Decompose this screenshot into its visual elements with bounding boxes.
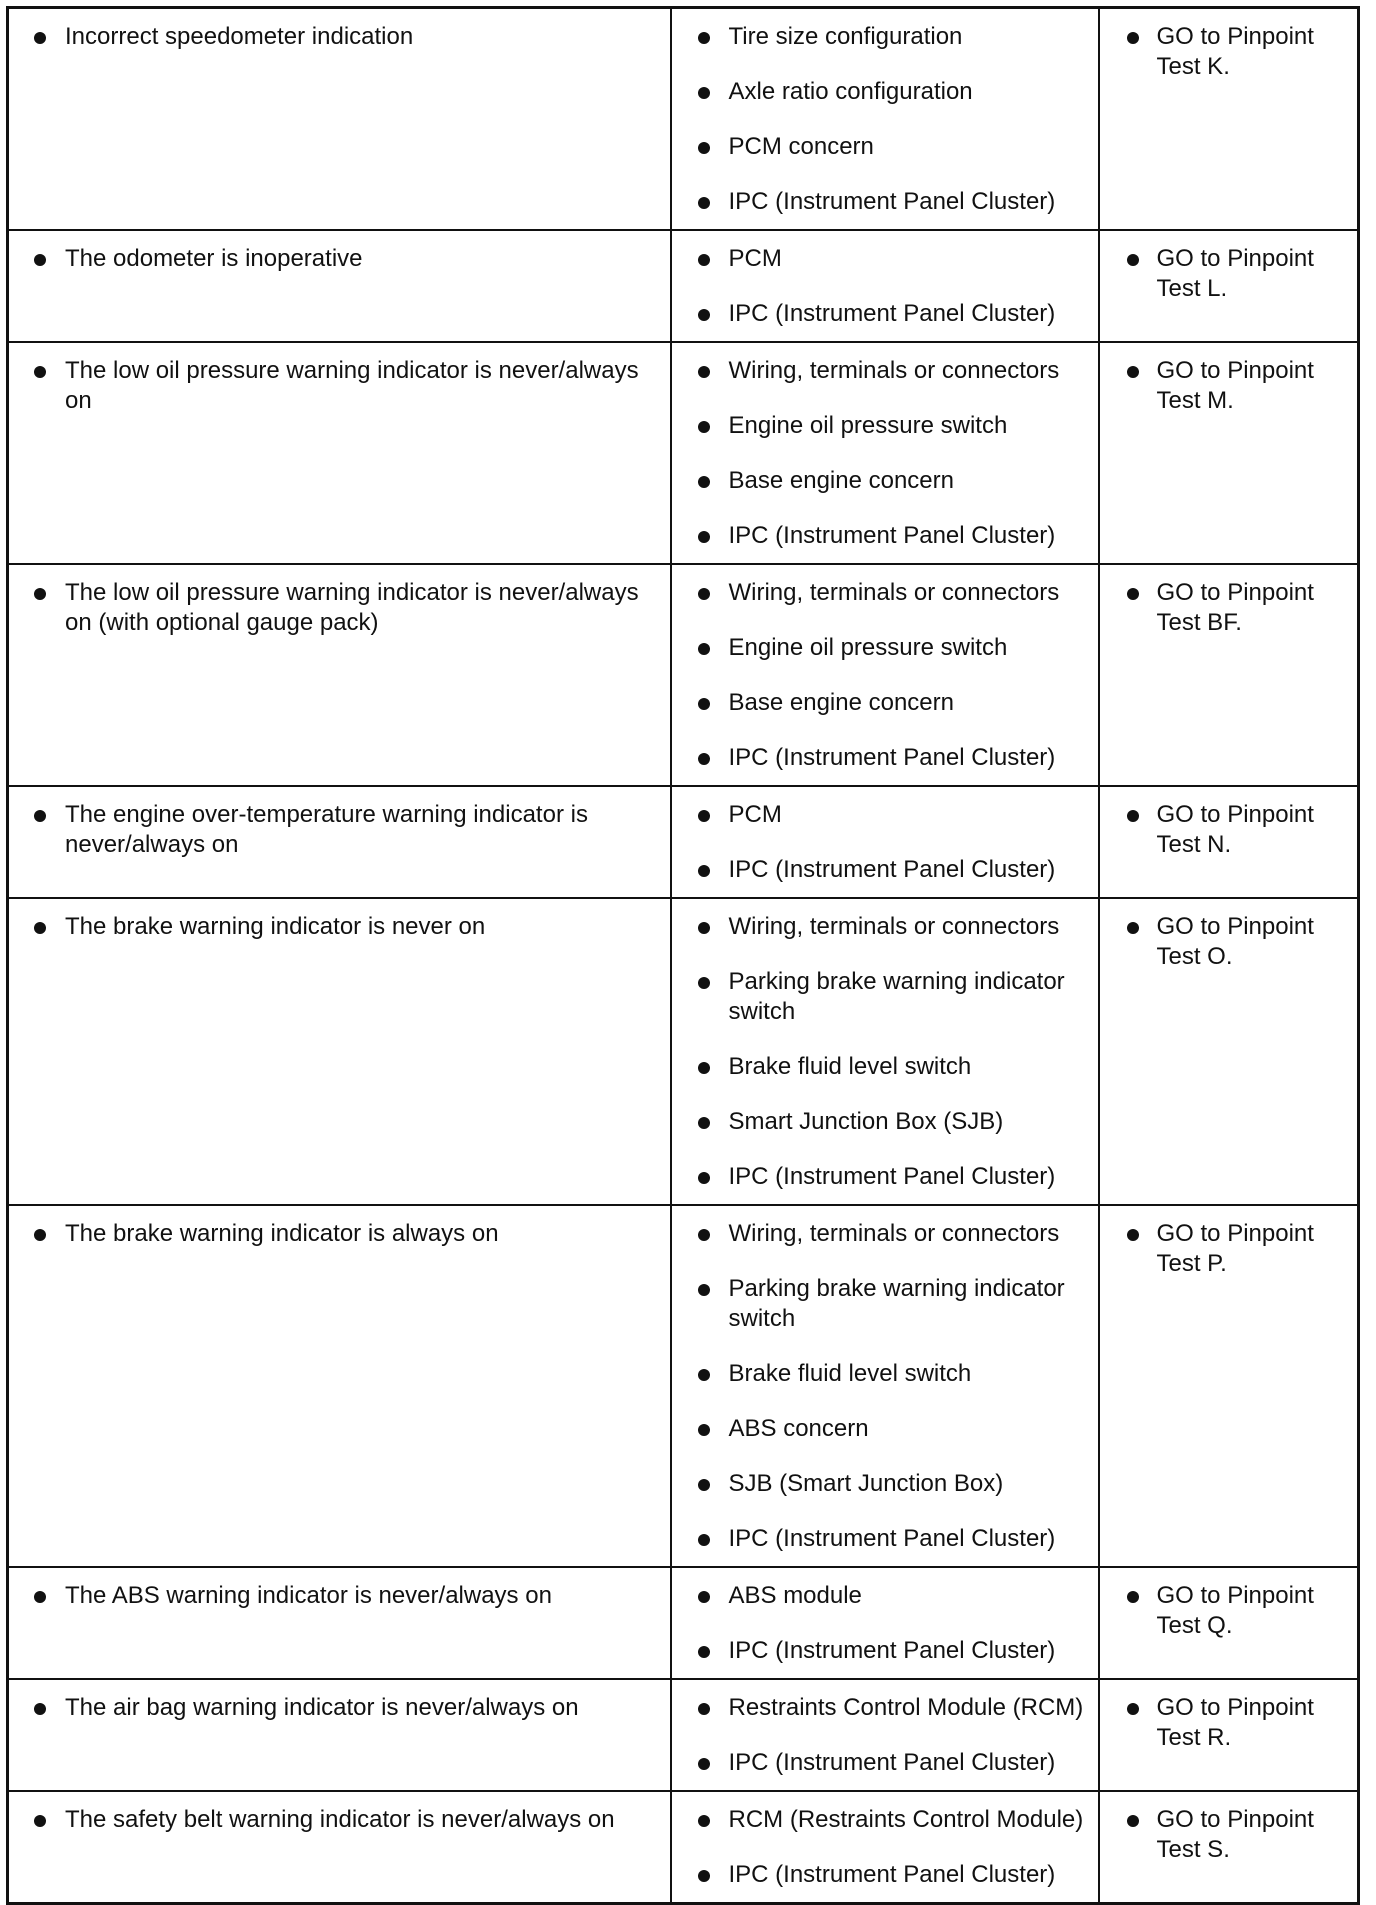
condition-text: The engine over-temperature warning indicator is never/always on: [9, 800, 670, 860]
possible-source-item: Parking brake warning indicator switch: [672, 1274, 1098, 1334]
possible-source-item: Brake fluid level switch: [672, 1052, 1098, 1082]
possible-source-item: IPC (Instrument Panel Cluster): [672, 187, 1098, 217]
condition-text: The brake warning indicator is never on: [9, 912, 670, 942]
possible-source-item: Parking brake warning indicator switch: [672, 967, 1098, 1027]
possible-source-cell: [671, 786, 1099, 898]
possible-source-cell-list: [672, 578, 1098, 773]
possible-source-cell: [671, 1679, 1099, 1791]
condition-cell-list: [9, 244, 670, 274]
condition-text: The air bag warning indicator is never/always on: [9, 1693, 670, 1723]
possible-source-item: Tire size configuration: [672, 22, 1098, 52]
condition-cell-list: [9, 22, 670, 52]
condition-cell: [8, 1679, 671, 1791]
table-row: [8, 564, 1359, 786]
condition-cell: [8, 1791, 671, 1904]
possible-source-cell-list: [672, 1805, 1098, 1890]
possible-source-cell: [671, 342, 1099, 564]
possible-source-cell: [671, 898, 1099, 1205]
action-text: GO to Pinpoint Test O.: [1100, 912, 1358, 972]
possible-source-cell: [671, 230, 1099, 342]
possible-source-item: Base engine concern: [672, 688, 1098, 718]
possible-source-item: PCM: [672, 800, 1098, 830]
action-cell-list: [1100, 1805, 1358, 1865]
condition-text: The ABS warning indicator is never/always on: [9, 1581, 670, 1611]
possible-source-cell: [671, 1791, 1099, 1904]
action-cell: [1099, 786, 1359, 898]
possible-source-item: PCM: [672, 244, 1098, 274]
possible-source-cell: [671, 8, 1099, 231]
condition-cell-list: [9, 1693, 670, 1723]
condition-text: The odometer is inoperative: [9, 244, 670, 274]
action-cell: [1099, 342, 1359, 564]
condition-cell: [8, 564, 671, 786]
table-row: [8, 898, 1359, 1205]
possible-source-item: Engine oil pressure switch: [672, 633, 1098, 663]
condition-cell-list: [9, 1805, 670, 1835]
condition-text: The safety belt warning indicator is never/always on: [9, 1805, 670, 1835]
condition-text: Incorrect speedometer indication: [9, 22, 670, 52]
action-text: GO to Pinpoint Test P.: [1100, 1219, 1358, 1279]
possible-source-cell: [671, 564, 1099, 786]
condition-text: The brake warning indicator is always on: [9, 1219, 670, 1249]
condition-cell: [8, 8, 671, 231]
possible-source-cell-list: [672, 800, 1098, 885]
action-cell: [1099, 1791, 1359, 1904]
table-row: [8, 1791, 1359, 1904]
possible-source-item: Wiring, terminals or connectors: [672, 1219, 1098, 1249]
action-text: GO to Pinpoint Test K.: [1100, 22, 1358, 82]
possible-source-item: Brake fluid level switch: [672, 1359, 1098, 1389]
possible-source-cell-list: [672, 1581, 1098, 1666]
possible-source-item: IPC (Instrument Panel Cluster): [672, 1524, 1098, 1554]
possible-source-cell: [671, 1205, 1099, 1567]
action-cell: [1099, 1567, 1359, 1679]
possible-source-cell-list: [672, 356, 1098, 551]
possible-source-item: IPC (Instrument Panel Cluster): [672, 1162, 1098, 1192]
action-text: GO to Pinpoint Test R.: [1100, 1693, 1358, 1753]
condition-cell-list: [9, 356, 670, 416]
possible-source-item: Engine oil pressure switch: [672, 411, 1098, 441]
action-cell: [1099, 1679, 1359, 1791]
action-cell-list: [1100, 356, 1358, 416]
action-cell: [1099, 898, 1359, 1205]
possible-source-item: Restraints Control Module (RCM): [672, 1693, 1098, 1723]
condition-cell-list: [9, 912, 670, 942]
possible-source-cell-list: [672, 1219, 1098, 1554]
possible-source-item: IPC (Instrument Panel Cluster): [672, 1860, 1098, 1890]
condition-text: The low oil pressure warning indicator is never/always on: [9, 356, 670, 416]
table-row: [8, 342, 1359, 564]
possible-source-item: Wiring, terminals or connectors: [672, 578, 1098, 608]
table-row: [8, 8, 1359, 231]
condition-cell-list: [9, 578, 670, 638]
condition-cell: [8, 230, 671, 342]
table-row: [8, 786, 1359, 898]
action-cell-list: [1100, 912, 1358, 972]
condition-cell: [8, 1567, 671, 1679]
condition-cell: [8, 786, 671, 898]
possible-source-item: ABS concern: [672, 1414, 1098, 1444]
condition-cell: [8, 342, 671, 564]
condition-cell: [8, 1205, 671, 1567]
possible-source-cell-list: [672, 22, 1098, 217]
possible-source-item: IPC (Instrument Panel Cluster): [672, 855, 1098, 885]
action-cell: [1099, 564, 1359, 786]
action-text: GO to Pinpoint Test S.: [1100, 1805, 1358, 1865]
action-text: GO to Pinpoint Test BF.: [1100, 578, 1358, 638]
table-row: [8, 1205, 1359, 1567]
table-row: [8, 230, 1359, 342]
possible-source-item: Axle ratio configuration: [672, 77, 1098, 107]
possible-source-cell-list: [672, 912, 1098, 1192]
action-cell-list: [1100, 800, 1358, 860]
possible-source-cell-list: [672, 1693, 1098, 1778]
possible-source-cell-list: [672, 244, 1098, 329]
condition-cell: [8, 898, 671, 1205]
possible-source-item: IPC (Instrument Panel Cluster): [672, 521, 1098, 551]
possible-source-item: IPC (Instrument Panel Cluster): [672, 1748, 1098, 1778]
action-cell-list: [1100, 578, 1358, 638]
possible-source-item: PCM concern: [672, 132, 1098, 162]
condition-cell-list: [9, 1581, 670, 1611]
condition-cell-list: [9, 1219, 670, 1249]
action-cell: [1099, 230, 1359, 342]
action-text: GO to Pinpoint Test Q.: [1100, 1581, 1358, 1641]
symptom-chart-body: [8, 8, 1359, 1904]
symptom-chart-table: [6, 6, 1360, 1905]
possible-source-item: Smart Junction Box (SJB): [672, 1107, 1098, 1137]
condition-cell-list: [9, 800, 670, 860]
action-cell-list: [1100, 1581, 1358, 1641]
possible-source-item: Wiring, terminals or connectors: [672, 912, 1098, 942]
table-row: [8, 1679, 1359, 1791]
action-cell-list: [1100, 244, 1358, 304]
possible-source-item: IPC (Instrument Panel Cluster): [672, 743, 1098, 773]
action-cell-list: [1100, 1693, 1358, 1753]
possible-source-item: IPC (Instrument Panel Cluster): [672, 299, 1098, 329]
action-cell: [1099, 8, 1359, 231]
possible-source-item: Base engine concern: [672, 466, 1098, 496]
table-row: [8, 1567, 1359, 1679]
possible-source-item: RCM (Restraints Control Module): [672, 1805, 1098, 1835]
action-text: GO to Pinpoint Test N.: [1100, 800, 1358, 860]
condition-text: The low oil pressure warning indicator is never/always on (with optional gauge pack): [9, 578, 670, 638]
possible-source-item: IPC (Instrument Panel Cluster): [672, 1636, 1098, 1666]
action-text: GO to Pinpoint Test L.: [1100, 244, 1358, 304]
possible-source-item: ABS module: [672, 1581, 1098, 1611]
action-cell: [1099, 1205, 1359, 1567]
possible-source-item: Wiring, terminals or connectors: [672, 356, 1098, 386]
possible-source-item: SJB (Smart Junction Box): [672, 1469, 1098, 1499]
action-cell-list: [1100, 1219, 1358, 1279]
action-cell-list: [1100, 22, 1358, 82]
possible-source-cell: [671, 1567, 1099, 1679]
action-text: GO to Pinpoint Test M.: [1100, 356, 1358, 416]
